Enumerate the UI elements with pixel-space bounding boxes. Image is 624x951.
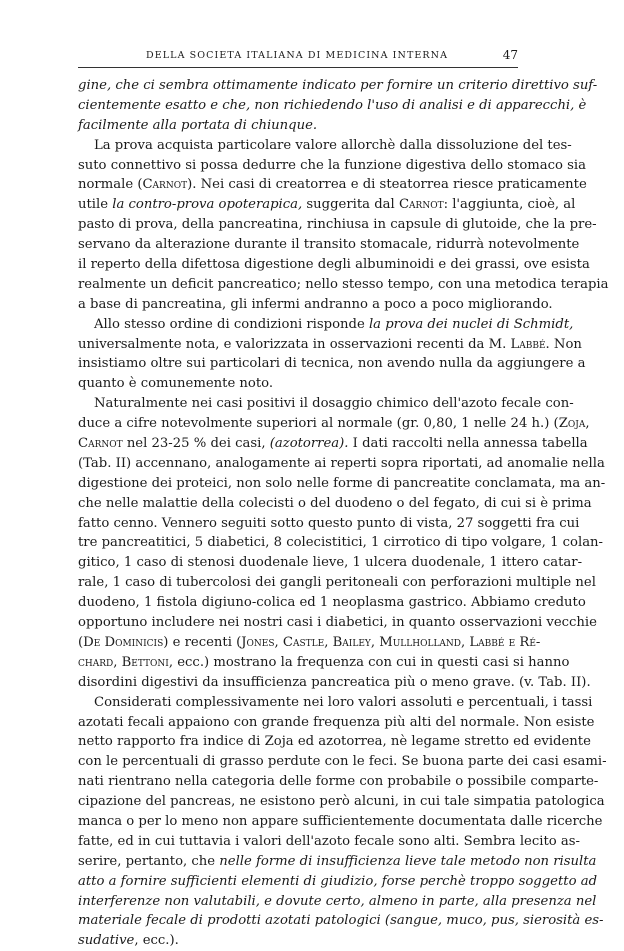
text-segment: a base di pancreatina, gli infermi andranno a poco a poco migliorando.	[78, 296, 553, 312]
text-segment: disordini digestivi da insufficienza pancreatica più o meno grave. (v. Tab. II).	[78, 674, 591, 690]
text-segment: insistiamo oltre sui particolari di tecnica, non avendo nulla da aggiungere a	[78, 356, 586, 372]
text-line	[78, 573, 596, 593]
header-rule	[78, 67, 518, 68]
body-text	[78, 76, 609, 951]
text-line	[78, 394, 574, 414]
text-line	[78, 116, 516, 136]
text-segment: facilmente alla portata di chiunque.	[78, 117, 318, 133]
text-segment: Carnot	[398, 197, 444, 213]
text-segment: Labbé	[510, 336, 546, 352]
text-segment: con le percentuali di grasso perdute con le feci. Se buona parte dei casi esami-	[78, 754, 607, 770]
text-line	[78, 175, 587, 195]
text-line	[78, 215, 597, 235]
text-segment: gine, che ci sembra ottimamente indicato per fornire un criterio direttivo suf-	[78, 78, 598, 93]
text-segment: nel 23-25 % dei casi,	[122, 436, 270, 452]
text-segment: ,	[585, 416, 590, 432]
text-segment: Naturalmente nei casi positivi il dosaggio chimico dell'azoto fecale con-	[94, 396, 574, 412]
text-segment: Carnot	[78, 436, 123, 452]
text-line	[78, 195, 576, 215]
text-segment: gitico, 1 caso di stenosi duodenale lieve, 1 ulcera duodenale, 1 ittero catar-	[78, 555, 583, 571]
text-segment: duce a cifre notevolmente superiori al normale (gr. 0,80, 1 nelle 24 h.) (	[78, 416, 559, 432]
text-line	[78, 136, 572, 156]
text-segment: (azotorrea).	[269, 436, 349, 452]
text-segment: manca o per lo meno non appare sufficientemente documentata dalle ricerche	[78, 813, 603, 829]
text-segment: I dati raccolti nella annessa tabella	[348, 436, 588, 452]
text-line	[78, 911, 604, 931]
text-segment: De Dominicis	[83, 634, 164, 650]
text-line	[78, 812, 603, 832]
text-segment: sudative	[78, 933, 135, 949]
text-segment: materiale fecale di prodotti azotati patologici (sangue, muco, pus, sierosità es-	[78, 913, 604, 929]
text-line	[78, 673, 591, 693]
text-segment: universalmente nota, e valorizzata in osservazioni recenti da M.	[78, 336, 511, 352]
text-segment: realmente un deficit pancreatico; nello stesso tempo, con una metodica terapia	[78, 276, 609, 292]
text-segment: azotati fecali appaiono con grande frequenza più alti del normale. Non esiste	[78, 714, 595, 730]
text-segment: ). Nei casi di creatorrea e di steatorrea riesce praticamente	[187, 177, 587, 193]
text-segment: cipazione del pancreas, ne esistono però alcuni, in cui tale simpatia patologica	[78, 794, 605, 810]
page-number: 47	[502, 48, 518, 62]
text-segment: duodeno, 1 fistola digiuno-colica ed 1 neoplasma gastrico. Abbiamo creduto	[78, 595, 586, 611]
text-line	[78, 96, 587, 116]
text-segment: Zoja	[558, 416, 586, 432]
text-segment: . Non	[545, 336, 582, 352]
text-segment: utile	[78, 197, 113, 213]
text-line	[78, 474, 606, 494]
text-segment: : l'aggiunta, cioè, al	[443, 197, 576, 213]
text-segment: serire, pertanto, che	[78, 853, 220, 869]
text-segment: servano da alterazione durante il transito stomacale, ridurrà notevolmente	[78, 237, 580, 253]
text-line	[78, 792, 605, 812]
text-segment: , ecc.).	[134, 933, 179, 949]
text-line	[78, 872, 598, 892]
text-line	[78, 693, 593, 713]
text-line	[78, 653, 570, 673]
text-segment: chard, Bettoni	[78, 654, 169, 670]
text-segment: Considerati complessivamente nei loro valori assoluti e percentuali, i tassi	[94, 694, 593, 710]
text-line	[78, 892, 597, 912]
text-line	[78, 335, 582, 355]
text-line	[78, 434, 588, 454]
text-line	[78, 374, 516, 394]
text-line	[78, 275, 609, 295]
text-line	[78, 533, 604, 553]
running-header	[78, 50, 518, 68]
text-segment: Jones, Castle, Bailey, Mullholland, Labbé e Ré-	[241, 634, 541, 650]
text-segment: la contro-prova opoterapica,	[112, 197, 303, 213]
text-line	[78, 732, 591, 752]
text-line	[78, 752, 607, 772]
text-segment: La prova acquista particolare valore allorchè dalla dissoluzione del tes-	[94, 137, 572, 153]
text-segment: nati rientrano nella categoria delle forme con probabile o possibile comparte-	[78, 774, 599, 790]
text-line	[78, 76, 598, 96]
text-segment: opportuno includere nei nostri casi i diabetici, in quanto osservazioni vecchie	[78, 615, 597, 631]
text-line	[78, 494, 592, 514]
text-line	[78, 315, 574, 335]
text-line	[78, 454, 605, 474]
text-segment: nelle forme di insufficienza lieve tale metodo non risulta	[219, 853, 597, 869]
text-line	[78, 514, 580, 534]
text-line	[78, 931, 516, 951]
text-segment: netto rapporto fra indice di Zoja ed azotorrea, nè legame stretto ed evidente	[78, 734, 591, 750]
text-segment: la prova dei nuclei di Schmidt,	[368, 316, 574, 332]
text-line	[78, 832, 580, 852]
text-segment: (	[78, 634, 84, 650]
text-segment: digestione dei proteici, non solo nelle forme di pancreatite conclamata, ma an-	[78, 475, 606, 491]
text-segment: tre pancreatitici, 5 diabetici, 8 colecistitici, 1 cirrotico di tipo volgare, 1 colan-	[78, 535, 604, 551]
text-line	[78, 633, 541, 653]
text-segment: fatte, ed in cui tuttavia i valori dell'azoto fecale sono alti. Sembra lecito as-	[78, 833, 580, 849]
text-segment: suggerita dal	[302, 197, 399, 213]
text-segment: pasto di prova, della pancreatina, rinchiusa in capsule di glutoide, che la pre-	[78, 217, 597, 233]
text-segment: Carnot	[142, 177, 188, 193]
text-segment: , ecc.) mostrano la frequenza con cui in questi casi si hanno	[168, 654, 570, 670]
text-line	[78, 713, 595, 733]
text-line	[78, 553, 583, 573]
text-segment: atto a fornire sufficienti elementi di giudizio, forse perchè troppo soggetto ad	[78, 873, 598, 889]
text-segment: suto connettivo si possa dedurre che la funzione digestiva dello stomaco sia	[78, 157, 586, 173]
text-line	[78, 414, 590, 434]
text-segment: normale (	[78, 177, 143, 193]
running-header-title: DELLA SOCIETA ITALIANA DI MEDICINA INTERNA	[146, 50, 449, 61]
text-line	[78, 613, 597, 633]
text-line	[78, 593, 586, 613]
text-segment: Allo stesso ordine di condizioni risponde	[94, 316, 369, 332]
text-segment: quanto è comunemente noto.	[78, 376, 274, 392]
text-line	[78, 354, 586, 374]
text-segment: interferenze non valutabili, e dovute certo, almeno in parte, alla presenza nel	[78, 893, 597, 909]
text-segment: ) e recenti (	[163, 634, 242, 650]
text-line	[78, 255, 590, 275]
text-segment: rale, 1 caso di tubercolosi dei gangli peritoneali con perforazioni multiple nel	[78, 575, 596, 591]
text-line	[78, 235, 580, 255]
text-line	[78, 156, 586, 176]
text-segment: cientemente esatto e che, non richiedendo l'uso di analisi e di apparecchi, è	[78, 97, 587, 113]
text-line	[78, 852, 597, 872]
text-segment: (Tab. II) accennano, analogamente ai reperti sopra riportati, ad anomalie nella	[78, 455, 605, 471]
text-segment: che nelle malattie della colecisti o del duodeno o del fegato, di cui si è prima	[78, 495, 592, 511]
text-line	[78, 772, 599, 792]
text-line	[78, 295, 553, 315]
text-segment: il reperto della difettosa digestione degli albuminoidi e dei grassi, ove esista	[78, 257, 590, 273]
text-segment: fatto cenno. Vennero seguiti sotto questo punto di vista, 27 soggetti fra cui	[78, 515, 580, 531]
